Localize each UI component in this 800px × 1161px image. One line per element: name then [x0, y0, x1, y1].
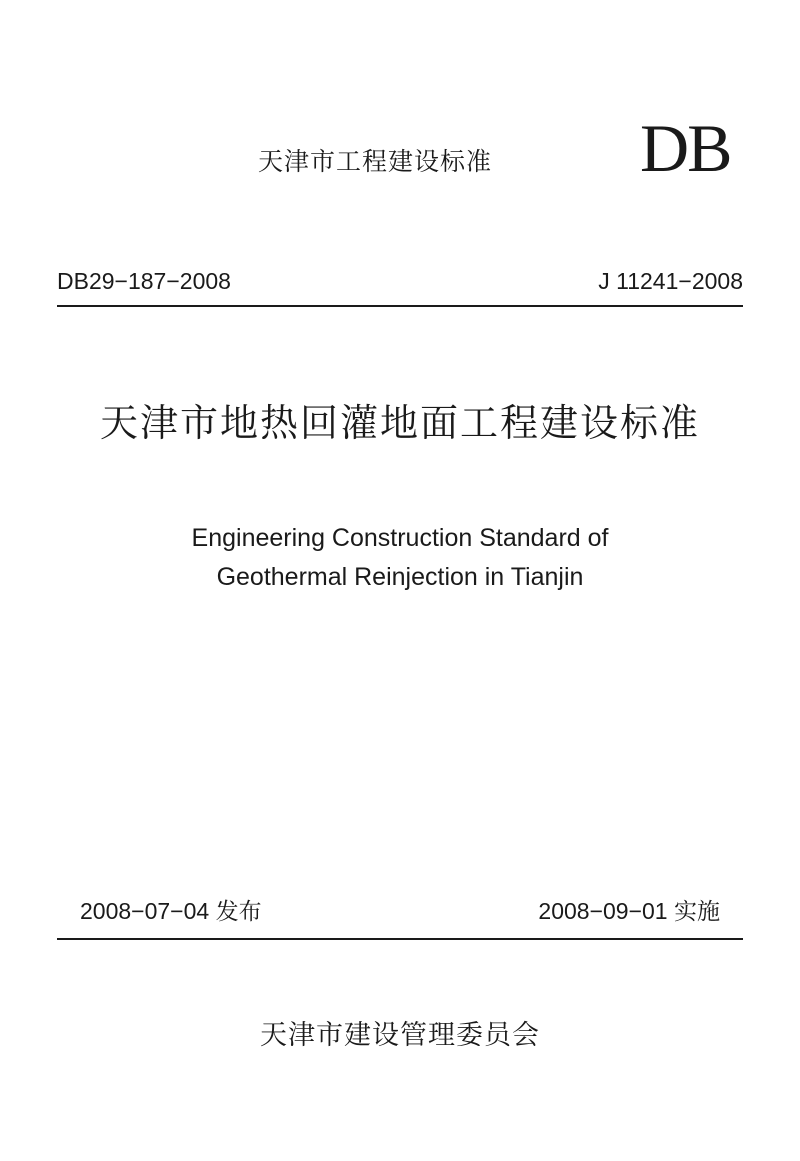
- publisher: 天津市建设管理委员会: [260, 1020, 540, 1051]
- english-title-line-2: Geothermal Reinjection in Tianjin: [216, 563, 584, 591]
- issue-date: 2008−07−04 发布: [80, 898, 262, 924]
- english-title-line-1: Engineering Construction Standard of: [191, 524, 609, 552]
- record-number: J 11241−2008: [598, 268, 743, 294]
- db-mark: DB: [640, 110, 731, 186]
- implementation-date: 2008−09−01 实施: [538, 898, 720, 924]
- series-title: 天津市工程建设标准: [258, 147, 493, 176]
- top-divider: [57, 305, 743, 307]
- standard-number: DB29−187−2008: [57, 268, 231, 294]
- bottom-divider: [57, 938, 743, 940]
- chinese-title: 天津市地热回灌地面工程建设标准: [99, 401, 700, 445]
